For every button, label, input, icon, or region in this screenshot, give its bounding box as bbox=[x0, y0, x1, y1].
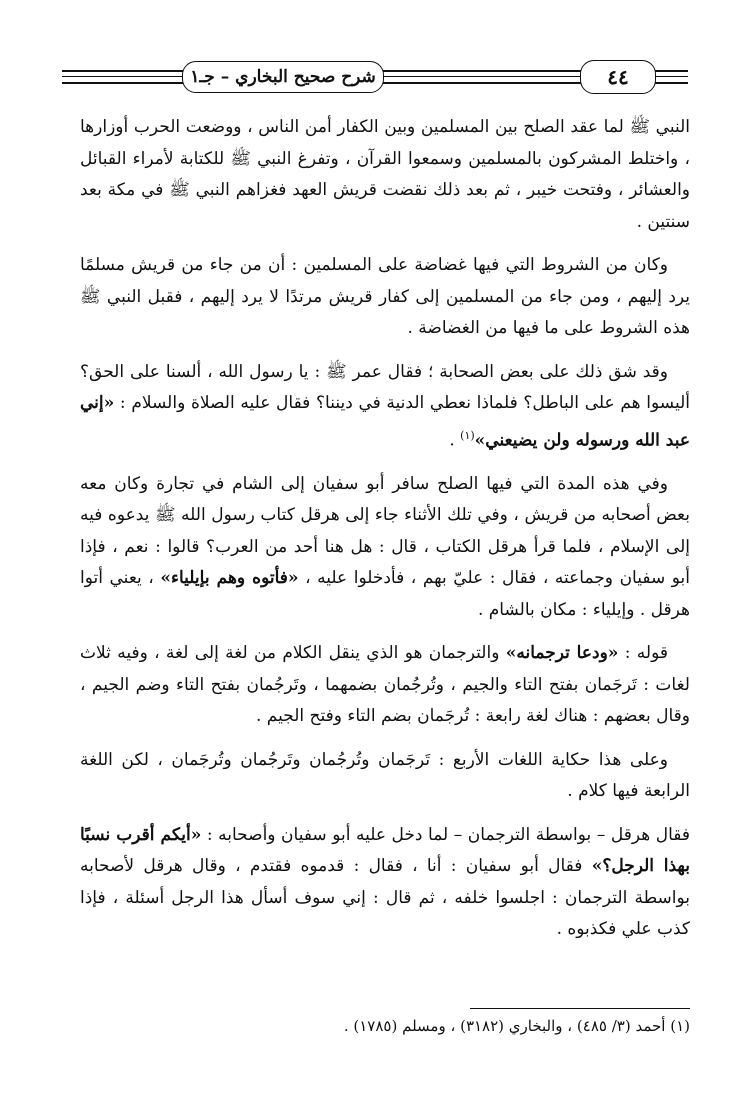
main-text bbox=[80, 112, 690, 958]
paragraph-5 bbox=[80, 638, 690, 733]
hadith-quote-3: «ودعا ترجمانه» bbox=[505, 643, 619, 664]
footnote-ref-1: (١) bbox=[460, 428, 475, 442]
running-title: شرح صحيح البخاري – جـ١ bbox=[182, 61, 384, 93]
paragraph-7 bbox=[80, 820, 690, 946]
paragraph-4-text: وفي هذه المدة التي فيها الصلح سافر أبو سفيان إلى الشام في تجارة وكان معه بعض أصحابه من قريش ، وفي تلك الأثناء جاء إلى هرقل كتاب رسول الله ﷺ يدعوه فيه إلى الإسلام ، فلما قرأ هرقل الكتاب ، قال : هل هنا أحد من العرب؟ قالوا : نعم ، فإذا أبو سفيان وجماعته ، فقال : عليّ بهم ، فأدخلوا عليه ، bbox=[80, 473, 691, 589]
hadith-quote-1: «إني عبد الله ورسوله ولن يضيعني» bbox=[80, 393, 690, 451]
hadith-quote-4: «أيكم أقرب نسبًا بهذا الرجل؟» bbox=[80, 824, 690, 877]
page-number: ٤٤ bbox=[580, 60, 656, 94]
paragraph-4 bbox=[80, 469, 690, 627]
paragraph-5-end: والترجمان هو الذي ينقل الكلام من لغة إلى لغة ، وفيه ثلاث لغات : تَرجَمان بفتح التاء والجيم ، وتُرجُمان بضمهما ، وتَرجُمان بفتح التاء وضم الجيم ، وقال بعضهم : هناك لغة رابعة : تُرجَمان بضم التاء وفتح الجيم . bbox=[80, 643, 690, 727]
footnote: (١) أحمد (٣/ ٤٨٥) ، والبخاري (٣١٨٢) ، ومسلم (١٧٨٥) . bbox=[343, 1017, 690, 1035]
page-header bbox=[62, 56, 688, 100]
hadith-quote-2: «فأتوه وهم بإيلياء» bbox=[160, 568, 299, 589]
paragraph-3 bbox=[80, 357, 690, 457]
paragraph-7-text: فقال هرقل – بواسطة الترجمان – لما دخل عليه أبو سفيان وأصحابه : bbox=[201, 824, 690, 845]
paragraph-7-end: فقال أبو سفيان : أنا ، فقال : قدموه فقتدم ، وقال هرقل لأصحابه بواسطة الترجمان : اجلسوا خلفه ، ثم قال : إني سوف أسأل هذا الرجل أسئلة ، فإذا كذب علي فكذبوه . bbox=[80, 856, 690, 940]
paragraph-5-text: قوله : bbox=[618, 643, 668, 664]
paragraph-2: وكان من الشروط التي فيها غضاضة على المسلمين : أن من جاء من قريش مسلمًا يرد إليهم ، ومن جاء من المسلمين إلى كفار قريش مرتدًا لا يرد إليهم ، فقبل النبي ﷺ هذه الشروط على ما فيها من الغضاضة . bbox=[80, 255, 690, 338]
paragraph-1: النبي ﷺ لما عقد الصلح بين المسلمين وبين الكفار أمن الناس ، ووضعت الحرب أوزارها ، واختلط المشركون بالمسلمين وسمعوا القرآن ، وتفرغ النبي ﷺ للكتابة لأمراء القبائل والعشائر ، وفتحت خيبر ، ثم بعد ذلك نقضت قريش العهد فغزاهم النبي ﷺ في مكة بعد سنتين . bbox=[80, 117, 690, 232]
paragraph-6: وعلى هذا حكاية اللغات الأربع : تَرجَمان وتُرجُمان وتَرجُمان وتُرجَمان ، لكن اللغة الرابعة فيها كلام . bbox=[80, 749, 690, 802]
paragraph-4-end: ، يعني أتوا هرقل . وإيلياء : مكان بالشام . bbox=[80, 568, 690, 620]
paragraph-3-end: . bbox=[449, 430, 461, 451]
footnote-separator bbox=[470, 1008, 690, 1009]
paragraph-3-text: وقد شق ذلك على بعض الصحابة ؛ فقال عمر ﷺ : يا رسول الله ، ألسنا على الحق؟ أليسوا هم على الباطل؟ فلماذا نعطي الدنية في ديننا؟ فقال عليه الصلاة والسلام : bbox=[80, 361, 690, 413]
